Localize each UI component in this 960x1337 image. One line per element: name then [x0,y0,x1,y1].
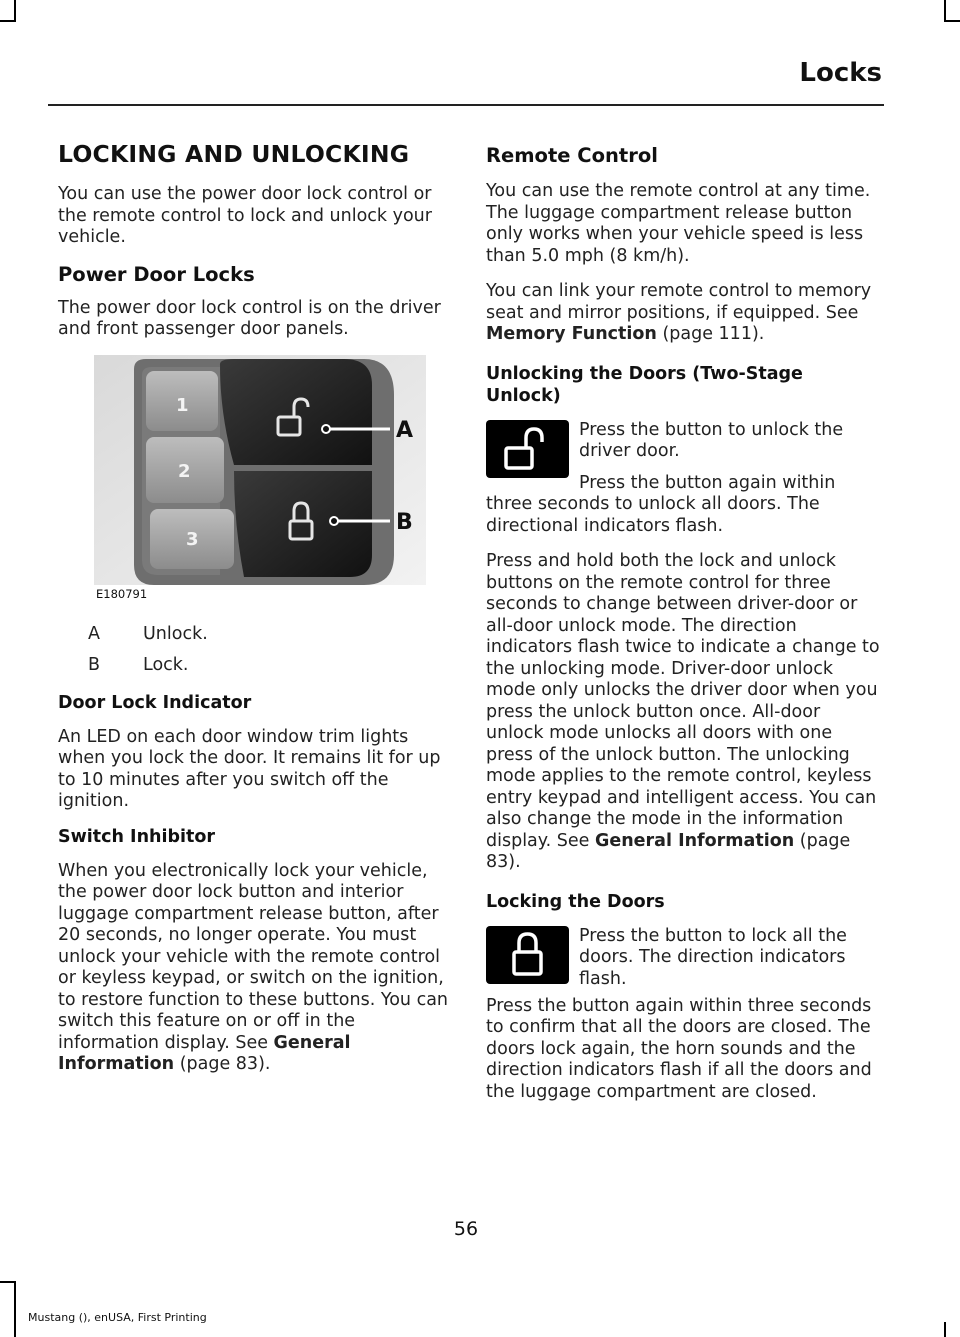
door-lock-control-figure [94,355,426,605]
figure-code: E180791 [96,586,148,601]
power-door-locks-text: The power door lock control is on the driver and front passenger door panels. [58,297,441,340]
legend-key: B [88,654,101,675]
intro-paragraph: You can use the power door lock control or the remote control to lock and unlock your vehicle. [58,184,432,247]
unlock-mode-text: Press and hold both the lock and unlock buttons on the remote control for three seconds to change between driver-door or all-door unlock mode. The direction indicators flash twice to indicate a change to the unlocking mode. Driver-door unlock mode only unlocks the driver door when you press the unlock button once. All-door unlock mode unlocks all doors with one press of the unlock button. The unlocking mode applies to the remote control, keyless entry keypad and intelligent access. You can also change the mode in the information display. See General Information (page 83). [486,551,880,873]
remote-control-text: You can use the remote control at any time. The luggage compartment release button only works when your vehicle speed is less than 5.0 mph (8 km/h). [486,181,871,266]
right-column [486,144,882,1117]
unlock-text-2: Press the button again within three seconds to unlock all doors. The directional indicators flash. [486,472,836,536]
footer-text: Mustang (), enUSA, First Printing [28,1311,207,1324]
lock-block [486,926,882,996]
crop-mark-bottom-left-h [0,1281,16,1283]
door-lock-indicator-text: An LED on each door window trim lights when you lock the door. It remains lit for up to 10 minutes after you switch off the ignition. [58,726,441,812]
legend-value: Unlock. [143,623,208,644]
door-lock-indicator-heading: Door Lock Indicator [58,692,252,713]
callout-a: A [396,417,414,443]
switch-inhibitor-heading: Switch Inhibitor [58,826,216,847]
crop-mark-top-left-h [0,20,16,22]
header-rule [48,104,884,106]
unlock-switch [220,359,372,465]
crop-mark-top-left [14,0,16,22]
memory-text: You can link your remote control to memory seat and mirror positions, if equipped. See Memory Function (page 111). [486,281,872,345]
svg-text:1: 1 [176,394,189,416]
memory-function-link[interactable]: Memory Function [486,324,657,345]
figure-legend [88,619,450,681]
page-number: 56 [453,1218,479,1240]
lock-text-1: Press the button to lock all the doors. The direction indicators flash. [579,925,847,989]
remote-control-heading: Remote Control [486,144,658,167]
left-column [58,140,450,1090]
unlock-block [486,420,882,538]
door-lock-control-illustration [94,355,426,605]
legend-row [88,619,450,650]
crop-mark-top-right [944,0,946,22]
crop-mark-bottom-right [944,1322,946,1337]
lock-text-2: Press the button again within three seconds to confirm that all the doors are closed. The doors lock again, the horn sounds and the direction indicators flash if all the doors and the luggage compartment are closed. [486,995,872,1102]
crop-mark-top-right-h [944,20,960,22]
legend-value: Lock. [143,654,189,675]
lock-switch [234,471,372,577]
page-header-title: Locks [799,58,882,88]
unlocking-heading: Unlocking the Doors (Two-Stage Unlock) [486,363,803,406]
legend-row [88,650,450,681]
lock-icon [486,926,569,984]
svg-text:2: 2 [178,460,191,482]
crop-mark-bottom-left [14,1281,16,1337]
unlock-icon [486,420,569,478]
locking-heading: Locking the Doors [486,891,665,912]
callout-b: B [396,509,413,535]
general-information-link-2[interactable]: General Information [594,830,795,851]
power-door-locks-heading: Power Door Locks [58,262,255,286]
svg-text:3: 3 [186,528,199,550]
switch-inhibitor-text: When you electronically lock your vehicle, the power door lock button and interior luggage compartment release button, after 20 seconds, no longer operate. You must unlock your vehicle with the remote control or keyless keypad, or switch on the ignition, to restore function to these buttons. You can switch this feature on or off in the information display. See General Information (page 83). [58,860,449,1075]
section-heading: LOCKING AND UNLOCKING [58,140,410,168]
unlock-text-1: Press the button to unlock the driver door. [579,419,844,462]
legend-key: A [88,623,100,644]
general-information-link[interactable]: General Information [58,1032,351,1075]
